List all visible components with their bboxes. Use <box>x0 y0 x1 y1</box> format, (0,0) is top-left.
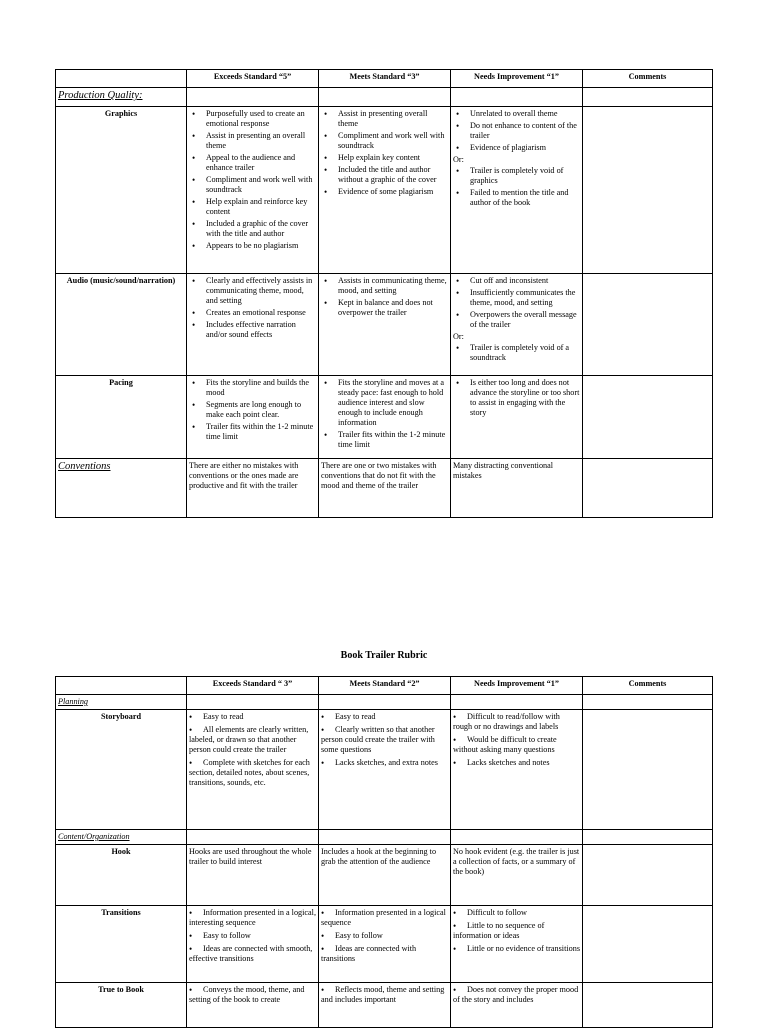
list-item: • Trailer is completely void of a soundtrack <box>470 343 580 363</box>
storyboard-meets <box>319 710 451 830</box>
list-item: • Evidence of some plagiarism <box>338 187 448 197</box>
header-needs: Needs Improvement “1” <box>451 677 583 695</box>
transitions-meets <box>319 906 451 983</box>
header-comments: Comments <box>583 677 713 695</box>
list-item: • Help explain and reinforce key content <box>206 197 316 217</box>
header-cell <box>56 677 187 695</box>
list-item: • Assists in communicating theme, mood, and setting <box>338 276 448 296</box>
list-item: • Does not convey the proper mood of the story and includes <box>453 985 580 1005</box>
section-label-planning: Planning <box>58 697 89 706</box>
conventions-exceeds: There are either no mistakes with conventions or the ones made are productive and fit with the trailer <box>187 459 319 518</box>
transitions-exceeds <box>187 906 319 983</box>
list-item: • Creates an emotional response <box>206 308 316 318</box>
true-to-book-meets <box>319 983 451 1028</box>
header-cell <box>56 70 187 88</box>
list-item: • Easy to follow <box>321 931 448 941</box>
list-item: • Difficult to follow <box>453 908 580 918</box>
hook-needs: No hook evident (e.g. the trailer is just a collection of facts, or a summary of the book) <box>451 845 583 906</box>
header-exceeds: Exceeds Standard “5” <box>187 70 319 88</box>
list-item: • Easy to read <box>189 712 316 722</box>
graphics-comments <box>583 107 713 274</box>
table1-header-row <box>56 70 713 88</box>
storyboard-exceeds <box>187 710 319 830</box>
list-item: • Trailer is completely void of graphics <box>470 166 580 186</box>
transitions-needs <box>451 906 583 983</box>
or-label: Or: <box>453 332 464 341</box>
audio-comments <box>583 274 713 376</box>
list-item: • Little or no evidence of transitions <box>453 944 580 954</box>
list-item: • Complete with sketches for each section, detailed notes, about scenes, transitions, sounds, etc. <box>189 758 316 788</box>
book-trailer-rubric-table <box>55 676 713 1028</box>
true-to-book-needs <box>451 983 583 1028</box>
true-to-book-exceeds <box>187 983 319 1028</box>
audio-meets <box>319 274 451 376</box>
list-item: • Unrelated to overall theme <box>470 109 580 119</box>
list-item: • Fits the storyline and moves at a steady pace: fast enough to hold audience interest and slow enough to include enough information <box>338 378 448 428</box>
list-item: • Compliment and work well with soundtrack <box>206 175 316 195</box>
list-item: • Easy to follow <box>189 931 316 941</box>
criterion-hook: Hook <box>56 845 187 906</box>
list-item: • Includes effective narration and/or sound effects <box>206 320 316 340</box>
criterion-audio: Audio (music/sound/narration) <box>56 274 187 376</box>
list-item: • Fits the storyline and builds the mood <box>206 378 316 398</box>
list-item: • Ideas are connected with smooth, effective transitions <box>189 944 316 964</box>
list-item: • Trailer fits within the 1-2 minute time limit <box>206 422 316 442</box>
page-title: Book Trailer Rubric <box>340 650 428 661</box>
list-item: • Easy to read <box>321 712 448 722</box>
header-meets: Meets Standard “2” <box>319 677 451 695</box>
list-item: • Little to no sequence of information or ideas <box>453 921 580 941</box>
hook-comments <box>583 845 713 906</box>
transitions-comments <box>583 906 713 983</box>
list-item: • Ideas are connected with transitions <box>321 944 448 964</box>
table-row-pacing <box>56 376 713 459</box>
section-label-content: Content/Organization <box>58 832 130 841</box>
section-label-production: Production Quality: <box>58 90 143 101</box>
graphics-needs <box>451 107 583 274</box>
list-item: • Included the title and author without a graphic of the cover <box>338 165 448 185</box>
table-row-storyboard <box>56 710 713 830</box>
hook-meets: Includes a hook at the beginning to grab the attention of the audience <box>319 845 451 906</box>
table-row-hook <box>56 845 713 906</box>
table-row-graphics <box>56 107 713 274</box>
list-item: • Is either too long and does not advance the storyline or too short to assist in engaging with the story <box>470 378 580 418</box>
list-item: • Assist in presenting an overall theme <box>206 131 316 151</box>
list-item: • Segments are long enough to make each point clear. <box>206 400 316 420</box>
criterion-storyboard: Storyboard <box>56 710 187 830</box>
list-item: • Failed to mention the title and author of the book <box>470 188 580 208</box>
list-item: • Overpowers the overall message of the trailer <box>470 310 580 330</box>
criterion-pacing: Pacing <box>56 376 187 459</box>
table-row-transitions <box>56 906 713 983</box>
list-item: • Would be difficult to create without asking many questions <box>453 735 580 755</box>
list-item: • Insufficiently communicates the theme, mood, and setting <box>470 288 580 308</box>
list-item: • Included a graphic of the cover with the title and author <box>206 219 316 239</box>
list-item: • Purposefully used to create an emotional response <box>206 109 316 129</box>
hook-exceeds: Hooks are used throughout the whole trailer to build interest <box>187 845 319 906</box>
list-item: • Lacks sketches and notes <box>453 758 580 768</box>
header-meets: Meets Standard “3” <box>319 70 451 88</box>
list-item: • Compliment and work well with soundtrack <box>338 131 448 151</box>
list-item: • Trailer fits within the 1-2 minute time limit <box>338 430 448 450</box>
list-item: • Clearly and effectively assists in communicating theme, mood, and setting <box>206 276 316 306</box>
list-item: • Conveys the mood, theme, and setting of the book to create <box>189 985 316 1005</box>
production-rubric-table <box>55 69 713 518</box>
list-item: • Reflects mood, theme and setting and includes important <box>321 985 448 1005</box>
table-row-audio <box>56 274 713 376</box>
section-row-production <box>56 88 713 107</box>
or-label: Or: <box>453 155 464 164</box>
list-item: • Kept in balance and does not overpower the trailer <box>338 298 448 318</box>
list-item: • Lacks sketches, and extra notes <box>321 758 448 768</box>
pacing-exceeds <box>187 376 319 459</box>
section-row-content <box>56 830 713 845</box>
list-item: • Information presented in a logical sequence <box>321 908 448 928</box>
list-item: • Appears to be no plagiarism <box>206 241 316 251</box>
header-exceeds: Exceeds Standard “ 3” <box>187 677 319 695</box>
pacing-comments <box>583 376 713 459</box>
list-item: • Do not enhance to content of the trailer <box>470 121 580 141</box>
storyboard-comments <box>583 710 713 830</box>
list-item: • Evidence of plagiarism <box>470 143 580 153</box>
pacing-meets <box>319 376 451 459</box>
table-row-true-to-book <box>56 983 713 1028</box>
storyboard-needs <box>451 710 583 830</box>
list-item: • Assist in presenting overall theme <box>338 109 448 129</box>
audio-needs <box>451 274 583 376</box>
list-item: • Difficult to read/follow with rough or no drawings and labels <box>453 712 580 732</box>
graphics-exceeds <box>187 107 319 274</box>
list-item: • Cut off and inconsistent <box>470 276 580 286</box>
list-item: • Appeal to the audience and enhance trailer <box>206 153 316 173</box>
criterion-transitions: Transitions <box>56 906 187 983</box>
list-item: • Help explain key content <box>338 153 448 163</box>
list-item: • Information presented in a logical, interesting sequence <box>189 908 316 928</box>
table-row-conventions <box>56 459 713 518</box>
criterion-graphics: Graphics <box>56 107 187 274</box>
header-comments: Comments <box>583 70 713 88</box>
list-item: • Clearly written so that another person could create the trailer with some questions <box>321 725 448 755</box>
true-to-book-comments <box>583 983 713 1028</box>
list-item: • All elements are clearly written, labeled, or drawn so that another person could create the trailer <box>189 725 316 755</box>
header-needs: Needs Improvement “1” <box>451 70 583 88</box>
section-row-planning <box>56 695 713 710</box>
conventions-comments <box>583 459 713 518</box>
criterion-true-to-book: True to Book <box>56 983 187 1028</box>
conventions-meets: There are one or two mistakes with conventions that do not fit with the mood and theme of the trailer <box>319 459 451 518</box>
table2-header-row <box>56 677 713 695</box>
graphics-meets <box>319 107 451 274</box>
conventions-label: Conventions <box>58 461 111 472</box>
pacing-needs <box>451 376 583 459</box>
conventions-needs: Many distracting conventional mistakes <box>451 459 583 518</box>
audio-exceeds <box>187 274 319 376</box>
